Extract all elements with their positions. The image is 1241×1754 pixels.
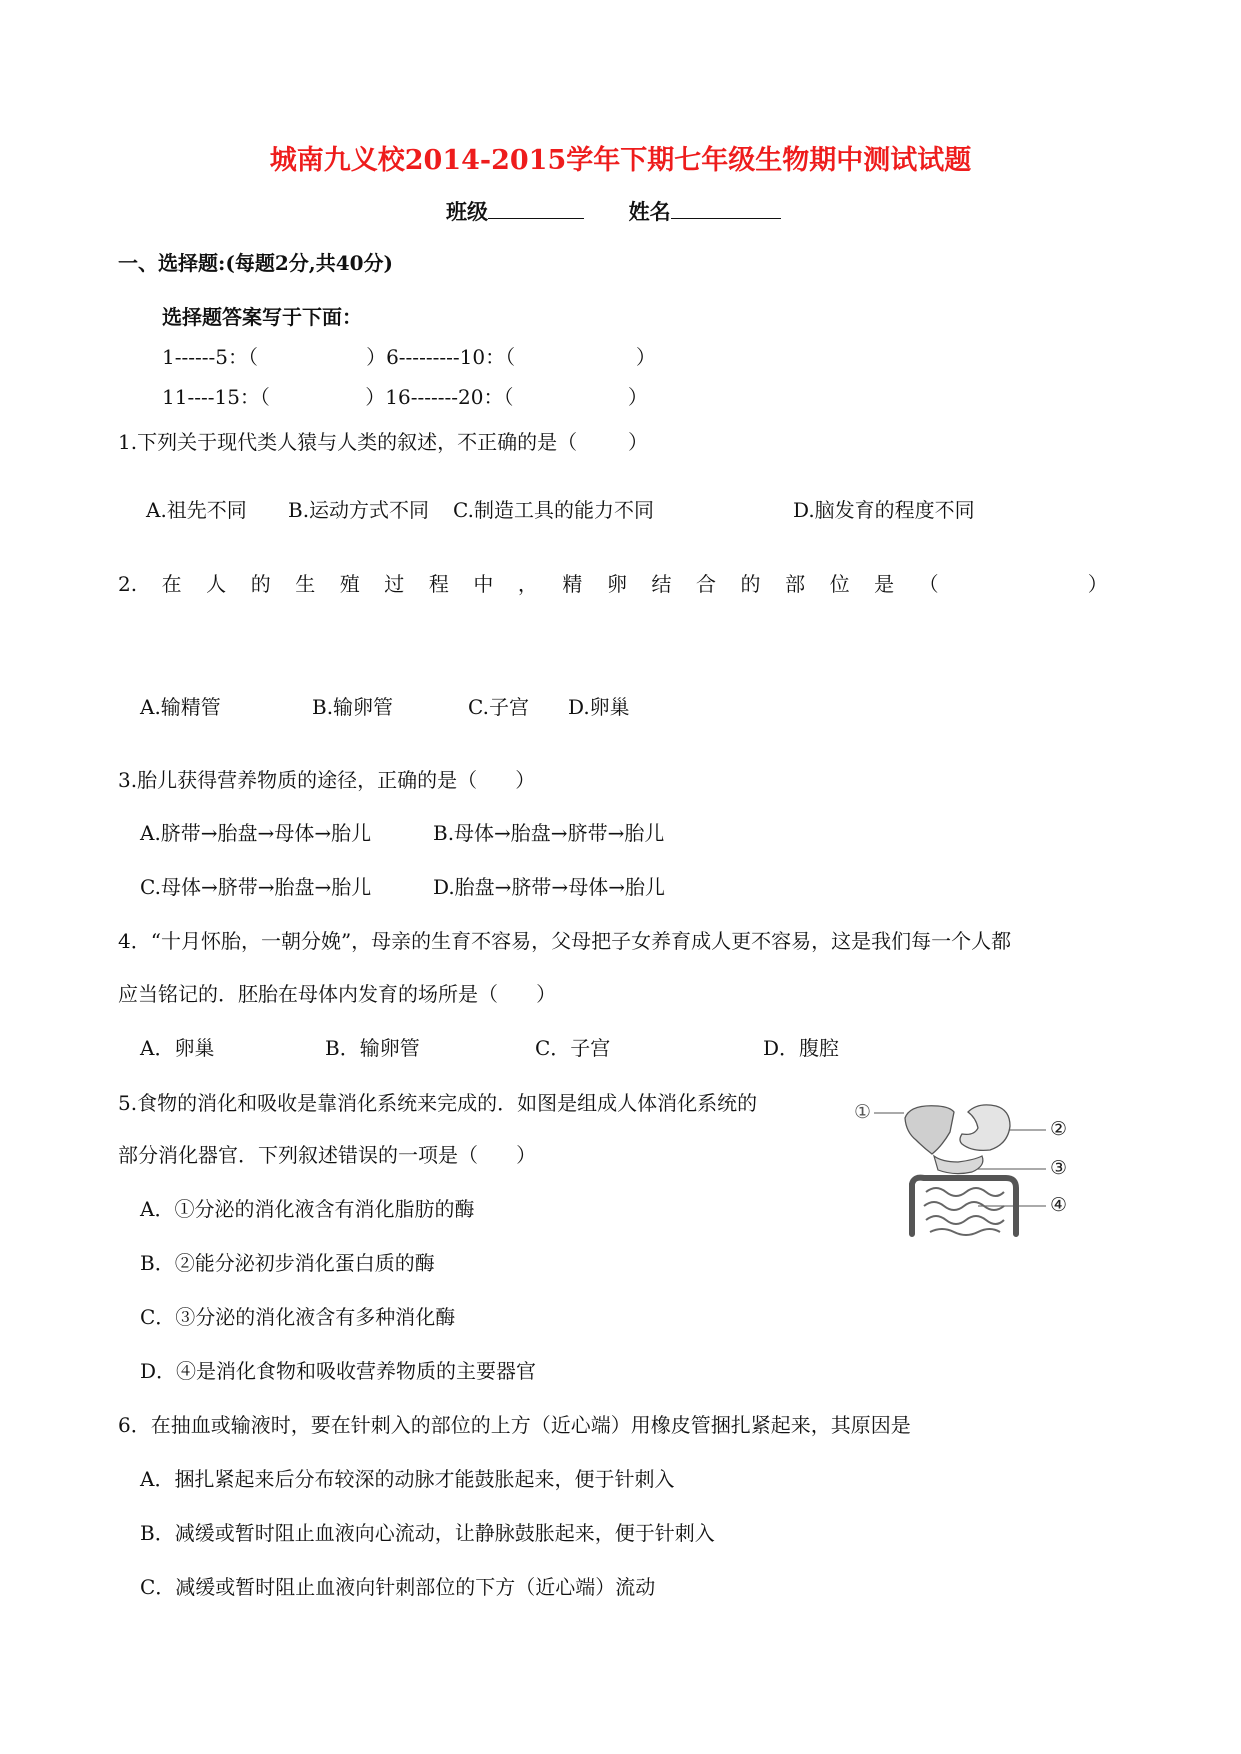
q2-char: 中 — [473, 572, 494, 596]
question-3-option-d: D.胎盘→脐带→母体→胎儿 — [433, 875, 665, 899]
question-5-stem-line-2: 部分消化器官．下列叙述错误的一项是（ ） — [118, 1143, 537, 1167]
question-5-stem-line-1: 5.食物的消化和吸收是靠消化系统来完成的．如图是组成人体消化系统的 — [118, 1091, 758, 1115]
question-4-option-d: D．腹腔 — [763, 1036, 840, 1060]
figure-label-1: ① — [854, 1101, 872, 1123]
section-heading: 一、选择题:(每题2分,共40分) — [118, 251, 394, 275]
question-4-option-c: C．子宫 — [535, 1036, 611, 1060]
q2-char: 殖 — [339, 572, 360, 596]
question-4-stem-line-1: 4．“十月怀胎，一朝分娩”，母亲的生育不容易，父母把子女养育成人更不容易，这是我们每一个人都 — [118, 929, 1012, 953]
answer-row-1: 1------5：（ ）6---------10：（ ） — [162, 345, 656, 369]
q2-char: 生 — [295, 572, 316, 596]
q2-char: 位 — [829, 572, 850, 596]
question-1-option-c: C.制造工具的能力不同 — [453, 498, 654, 522]
question-3-option-b: B.母体→胎盘→脐带→胎儿 — [433, 821, 665, 845]
question-5-option-c: C．③分泌的消化液含有多种消化酶 — [140, 1305, 456, 1329]
question-6-option-c: C．减缓或暂时阻止血液向针刺部位的下方（近心端）流动 — [140, 1575, 656, 1599]
question-1-option-d: D.脑发育的程度不同 — [793, 498, 975, 522]
q2-char: （ — [918, 572, 939, 596]
q2-char: 精 — [562, 572, 583, 596]
q2-char: 程 — [428, 572, 449, 596]
q2-char: 的 — [740, 572, 761, 596]
figure-label-3: ③ — [1050, 1157, 1068, 1179]
question-3-option-a: A.脐带→胎盘→母体→胎儿 — [140, 821, 372, 845]
question-3-option-c: C.母体→脐带→胎盘→胎儿 — [140, 875, 372, 899]
question-4-option-b: B．输卵管 — [325, 1036, 420, 1060]
class-label: 班级 — [446, 199, 488, 224]
q2-char: 2. — [118, 572, 138, 596]
q2-char: 结 — [651, 572, 672, 596]
digestive-system-figure — [850, 1100, 1090, 1240]
q2-char: 是 — [874, 572, 895, 596]
name-label: 姓名 — [628, 199, 671, 224]
page-title: 城南九义校2014-2015学年下期七年级生物期中测试试题 — [269, 145, 972, 176]
question-4-stem-line-2: 应当铭记的．胚胎在母体内发育的场所是（ ） — [118, 982, 557, 1006]
q2-char: 人 — [206, 572, 227, 596]
question-1-option-b: B.运动方式不同 — [288, 498, 430, 522]
q2-char: 在 — [161, 572, 182, 596]
question-5-option-a: A．①分泌的消化液含有消化脂肪的酶 — [140, 1197, 475, 1221]
q2-char: 过 — [384, 572, 405, 596]
q2-char: ， — [517, 572, 538, 596]
figure-label-4: ④ — [1050, 1194, 1068, 1216]
question-3-stem: 3.胎儿获得营养物质的途径，正确的是（ ） — [118, 768, 536, 792]
q2-char: ） — [1087, 572, 1108, 596]
question-1-stem: 1.下列关于现代类人猿与人类的叙述，不正确的是（ ） — [118, 430, 648, 454]
name-blank[interactable] — [671, 200, 781, 219]
question-5-option-b: B．②能分泌初步消化蛋白质的酶 — [140, 1251, 435, 1275]
question-4-option-a: A．卵巢 — [140, 1036, 215, 1060]
class-blank[interactable] — [488, 200, 584, 219]
question-2-option-c: C.子宫 — [468, 695, 529, 719]
question-6-option-b: B．减缓或暂时阻止血液向心流动，让静脉鼓胀起来，便于针刺入 — [140, 1521, 715, 1545]
figure-label-2: ② — [1050, 1118, 1068, 1140]
question-1-option-a: A.祖先不同 — [146, 498, 247, 522]
q2-char: 合 — [696, 572, 716, 596]
answer-prompt: 选择题答案写于下面： — [162, 305, 362, 329]
q2-char: 的 — [250, 572, 271, 596]
answer-row-2: 11----15：（ ）16-------20：（ ） — [162, 385, 648, 409]
question-5-option-d: D．④是消化食物和吸收营养物质的主要器官 — [140, 1359, 537, 1383]
q2-char: 卵 — [606, 572, 627, 596]
question-2-option-d: D.卵巢 — [568, 695, 630, 719]
question-2-option-b: B.输卵管 — [312, 695, 394, 719]
question-2-stem — [118, 574, 1108, 594]
question-6-stem: 6．在抽血或输液时，要在针刺入的部位的上方（近心端）用橡皮管捆扎紧起来，其原因是 — [118, 1413, 911, 1437]
student-info-row — [446, 200, 781, 222]
question-2-option-a: A.输精管 — [140, 695, 221, 719]
q2-char: 部 — [785, 572, 806, 596]
question-6-option-a: A．捆扎紧起来后分布较深的动脉才能鼓胀起来，便于针刺入 — [140, 1467, 675, 1491]
